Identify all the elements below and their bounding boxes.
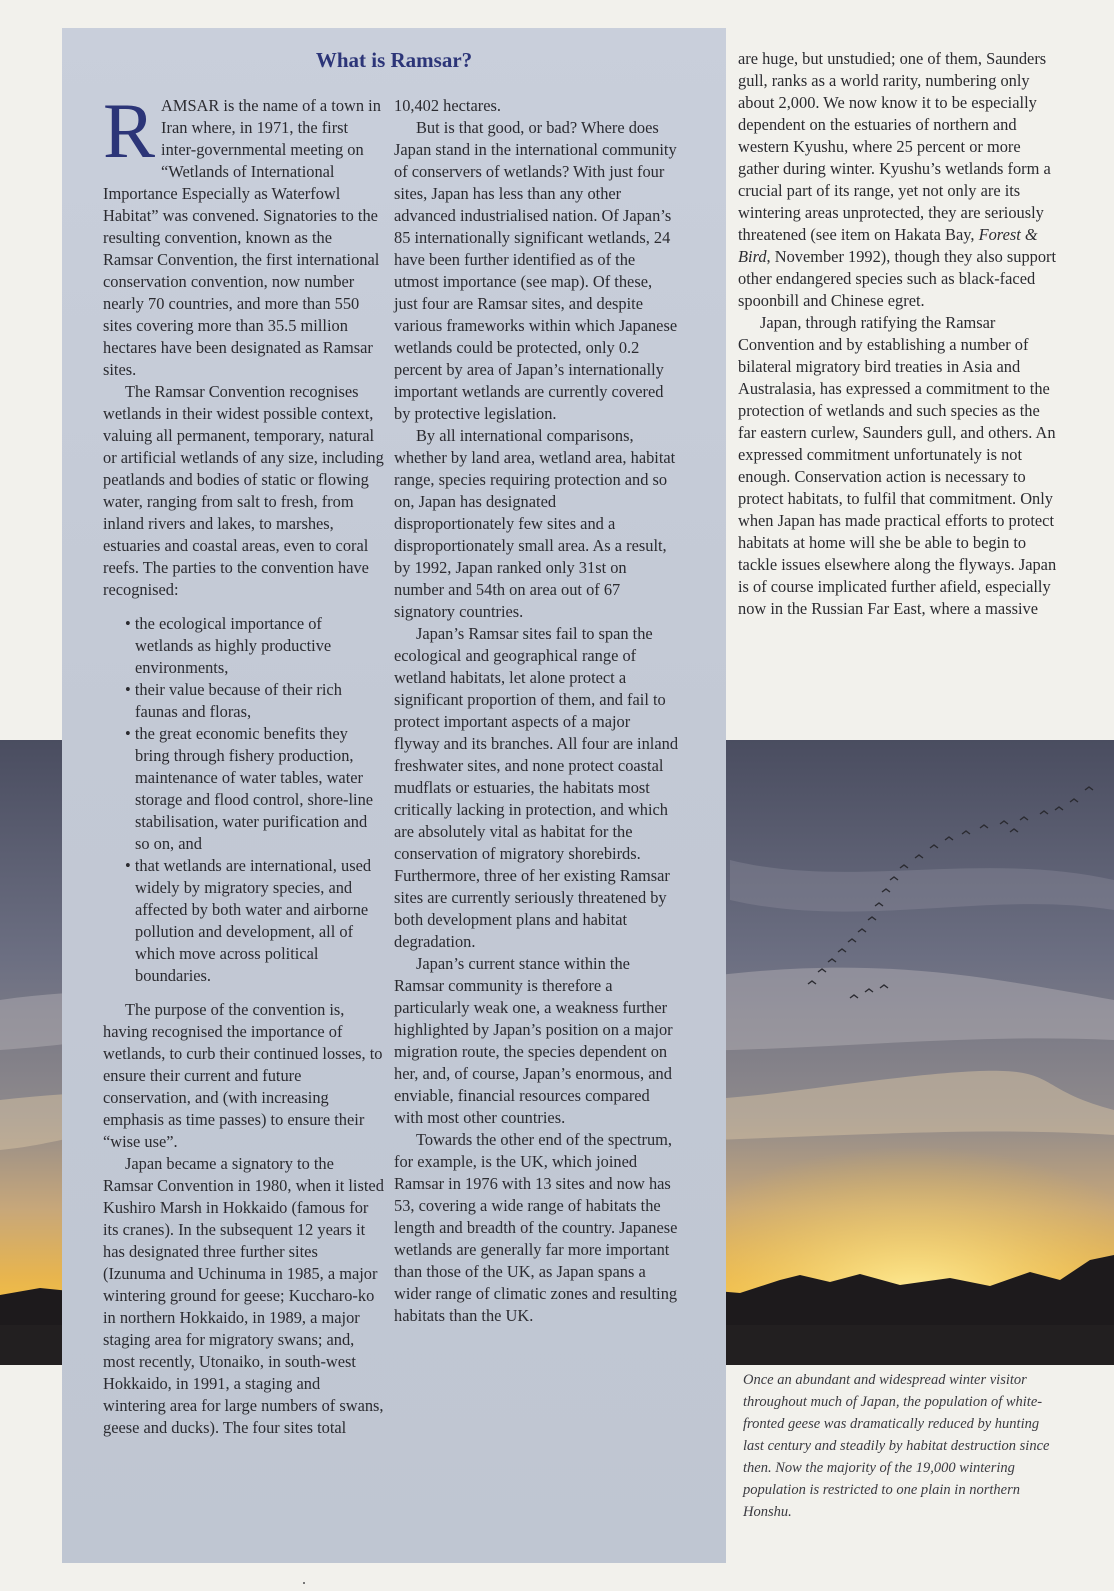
print-mark [303,1582,305,1584]
bullet-list [125,613,384,987]
paragraph: The purpose of the convention is, having recognised the importance of wetlands, to curb their continued losses, to ensure their current and future conservation, and (with increasing emphasis as time passes) to ensure their “wise use”. [103,1000,383,1151]
photo-caption: Once an abundant and widespread winter visitor throughout much of Japan, the population of white-fronted geese was dramatically reduced by hunting last century and steadily by habitat destruction since then. Now the majority of the 19,000 wintering population is restricted to one plain in northern Honshu. [743,1372,1050,1520]
column-2 [394,95,679,1327]
paragraph: By all international comparisons, whether by land area, wetland area, habitat range, species requiring protection and so on, Japan has designated disproportionately few sites and a disproportionately small area. As a result, by 1992, Japan ranked only 31st on number and 54th on area out of 67 signatory countries. [394,426,676,621]
paragraph: The Ramsar Convention recognises wetlands in their widest possible context, valuing all permanent, temporary, natural or artificial wetlands of any size, including peatlands and bodies of static or flowing water, ranging from salt to fresh, from inland rivers and lakes, to marshes, estuaries and coastal areas, even to coral reefs. The parties to the convention have recognised: [103,382,384,599]
paragraph: 10,402 hectares. [394,96,501,115]
paragraph: Japan became a signatory to the Ramsar Convention in 1980, when it listed Kushiro Marsh in Hokkaido (famous for its cranes). In the subsequent 12 years it has designated three further sites (Izunuma and Uchinuma in 1985, a major wintering ground for geese; Kuccharo-ko in northern Hokkaido, in 1989, a major staging area for migratory swans; and, most recently, Utonaiko, in south-west Hokkaido, in 1991, a staging and wintering area for large numbers of swans, geese and ducks). The four sites total [103,1154,384,1437]
bullet-item: • the ecological importance of wetlands as highly productive environments, [125,614,332,677]
paragraph: But is that good, or bad? Where does Japan stand in the international community of conservers of wetlands? With just four sites, Japan has less than any other advanced industrialised nation. Of Japan’s 85 internationally significant wetlands, 24 have been further identified as of the utmost importance (see map). Of these, just four are Ramsar sites, and despite various frameworks within which Japanese wetlands could be protected, only 0.2 percent by area of Japan’s internationally important wetlands are currently covered by protective legislation. [394,118,678,423]
bullet-item: • the great economic benefits they bring through fishery production, maintenance of water tables, water storage and flood control, shore-line stabilisation, water purification and so on, and [125,724,374,853]
column-1 [103,87,384,1439]
paragraph: Japan, through ratifying the Ramsar Convention and by establishing a number of bilateral migratory bird treaties in Asia and Australasia, has expressed a commitment to the protection of wetlands and such species as the far eastern curlew, Saunders gull, and others. An expressed commitment unfortunately is not enough. Conservation action is necessary to protect habitats, to fulfil that commitment. Only when Japan has made practical efforts to protect habitats at home will she be able to begin to tackle issues elsewhere along the flyways. Japan is of course implicated further afield, especially now in the Russian Far East, where a massive [738,313,1057,618]
paragraph [738,48,1058,312]
publication-title: Forest & Bird [738,225,1038,266]
paragraph: Japan’s current stance within the Ramsar community is therefore a particularly weak one, a weakness further highlighted by Japan’s position on a major migration route, the species dependent on her, and, of course, Japan’s enormous, and enviable, financial resources compared with most other countries. [394,954,673,1127]
column-3 [738,48,1058,620]
paragraph-text: are huge, but unstudied; one of them, Saunders gull, ranks as a world rarity, numbering only about 2,000. We now know it to be especially dependent on the estuaries of northern and western Kyushu, where 25 percent or more gather during winter. Kyushu’s wetlands form a crucial part of its range, yet not only are its wintering areas unprotected, they are seriously threatened (see item on Hakata Bay, [738,49,1051,244]
bullet-item: • that wetlands are international, used widely by migratory species, and affected by both water and airborne pollution and development, all of which move across political boundaries. [125,856,372,985]
drop-cap: R [103,87,156,174]
sidebar-title: What is Ramsar? [315,48,473,72]
paragraph-text: , November 1992), though they also support other endangered species such as black-faced spoonbill and Chinese egret. [738,247,1057,310]
paragraph: Japan’s Ramsar sites fail to span the ecological and geographical range of wetland habitats, let alone protect a significant proportion of them, and fail to protect important aspects of a major flyway and its branches. All four are inland freshwater sites, and none protect coastal mudflats or estuaries, the habitats most critically lacking in protection, and which are absolutely vital as habitat for the conservation of migratory shorebirds. Furthermore, three of her existing Ramsar sites are currently seriously threatened by both development plans and habitat degradation. [394,624,679,951]
bullet-item: • their value because of their rich faunas and floras, [125,680,342,721]
paragraph: Towards the other end of the spectrum, for example, is the UK, which joined Ramsar in 1976 with 13 sites and now has 53, covering a wide range of habitats the length and breadth of the country. Japanese wetlands are generally far more important than those of the UK, as Japan spans a wider range of climatic zones and resulting habitats than the UK. [394,1130,678,1325]
paragraph-text: AMSAR is the name of a town in Iran where, in 1971, the first inter-governmental meeting on “Wetlands of International Importance Especially as Waterfowl Habitat” was convened. Signatories to the resulting convention, known as the Ramsar Convention, the first international conservation convention, now number nearly 70 countries, and more than 550 sites covering more than 35.5 million hectares have been designated as Ramsar sites. [103,96,381,379]
paragraph [103,87,384,381]
